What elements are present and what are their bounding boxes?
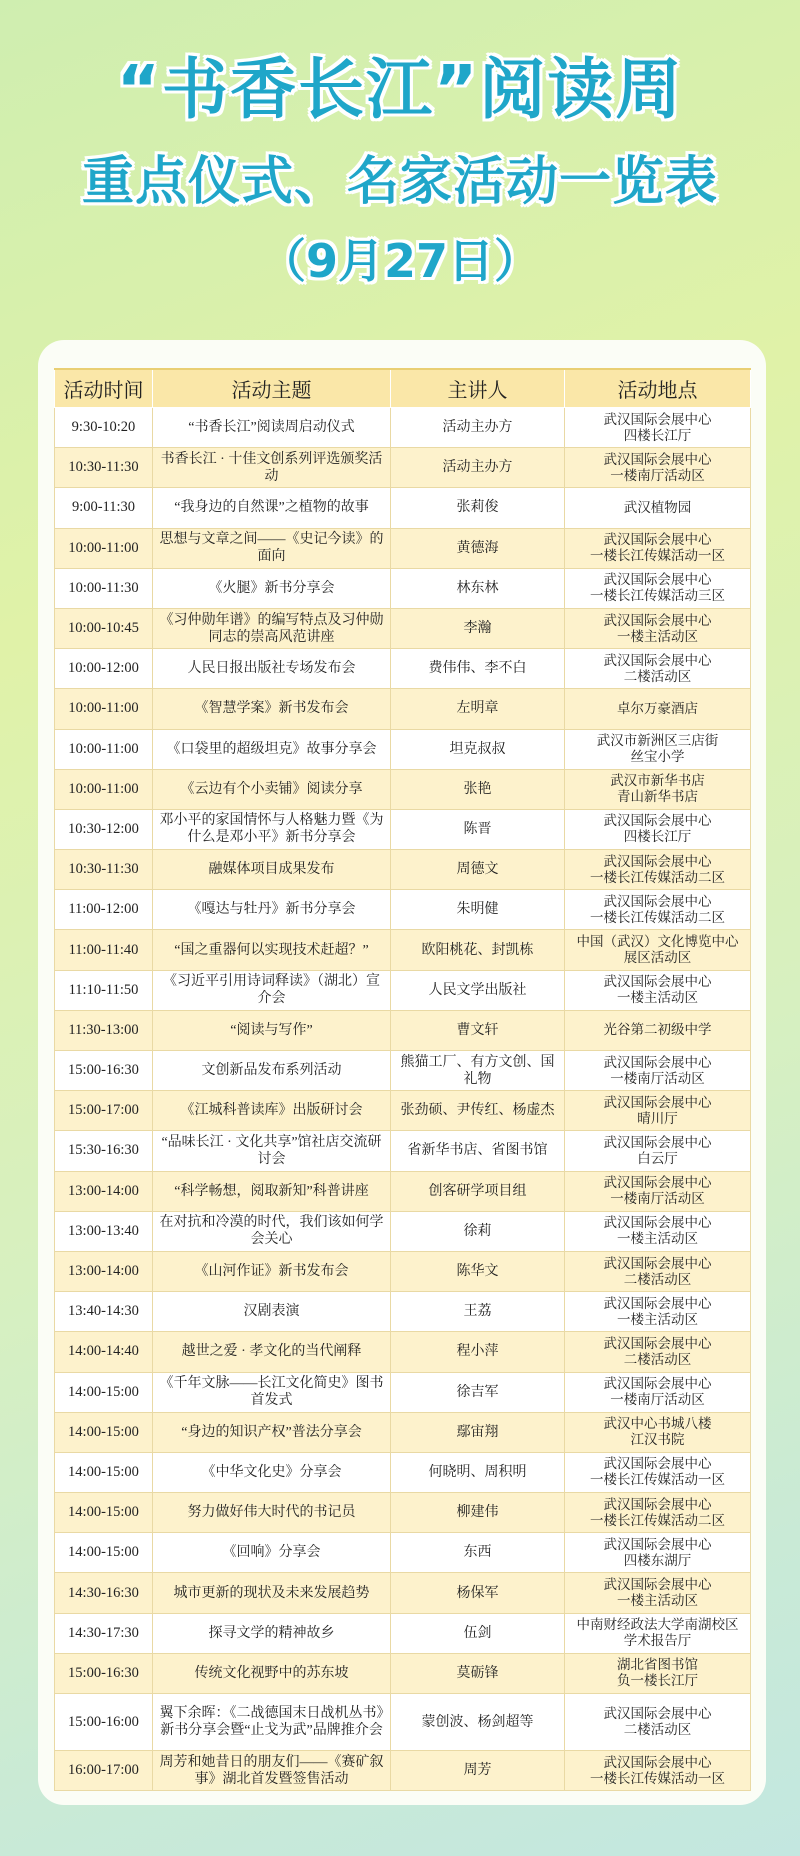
table-row bbox=[55, 488, 751, 528]
cell-topic: 《山河作证》新书发布会 bbox=[153, 1251, 391, 1291]
cell-speaker: 曹文轩 bbox=[391, 1010, 565, 1050]
cell-topic: 越世之爱 · 孝文化的当代阐释 bbox=[153, 1332, 391, 1372]
cell-time: 13:00-14:00 bbox=[55, 1171, 153, 1211]
cell-time: 15:00-16:30 bbox=[55, 1051, 153, 1091]
table-row bbox=[55, 1332, 751, 1372]
cell-time: 14:00-15:00 bbox=[55, 1452, 153, 1492]
cell-time: 14:00-15:00 bbox=[55, 1493, 153, 1533]
column-header-topic: 活动主题 bbox=[153, 369, 391, 408]
cell-place: 武汉国际会展中心 一楼长江传媒活动二区 bbox=[565, 890, 751, 930]
cell-topic: 《中华文化史》分享会 bbox=[153, 1452, 391, 1492]
cell-time: 9:30-10:20 bbox=[55, 408, 153, 448]
table-row bbox=[55, 608, 751, 648]
table-row bbox=[55, 1251, 751, 1291]
cell-place: 武汉国际会展中心 一楼主活动区 bbox=[565, 970, 751, 1010]
cell-speaker: 王荔 bbox=[391, 1292, 565, 1332]
column-header-speaker: 主讲人 bbox=[391, 369, 565, 408]
cell-time: 14:00-15:00 bbox=[55, 1412, 153, 1452]
cell-time: 10:00-11:00 bbox=[55, 729, 153, 769]
cell-speaker: 左明章 bbox=[391, 689, 565, 729]
table-row bbox=[55, 1131, 751, 1171]
cell-topic: 传统文化视野中的苏东坡 bbox=[153, 1653, 391, 1693]
cell-topic: 周芳和她昔日的朋友们——《赛矿叙事》湖北首发暨签售活动 bbox=[153, 1751, 391, 1791]
cell-place: 武汉国际会展中心 四楼东湖厅 bbox=[565, 1533, 751, 1573]
page-subtitle: 重点仪式、名家活动一览表 bbox=[81, 152, 718, 212]
table-body bbox=[55, 408, 751, 1791]
cell-topic: 《智慧学案》新书发布会 bbox=[153, 689, 391, 729]
cell-speaker: 创客研学项目组 bbox=[391, 1171, 565, 1211]
cell-topic: 文创新品发布系列活动 bbox=[153, 1051, 391, 1091]
cell-speaker: 张莉俊 bbox=[391, 488, 565, 528]
cell-topic: 人民日报出版社专场发布会 bbox=[153, 649, 391, 689]
cell-topic: 汉剧表演 bbox=[153, 1292, 391, 1332]
table-row bbox=[55, 930, 751, 970]
cell-topic: 《千年文脉——长江文化简史》图书首发式 bbox=[153, 1372, 391, 1412]
cell-time: 14:30-16:30 bbox=[55, 1573, 153, 1613]
table-row bbox=[55, 1051, 751, 1091]
cell-time: 14:00-15:00 bbox=[55, 1533, 153, 1573]
cell-speaker: 朱明健 bbox=[391, 890, 565, 930]
table-row bbox=[55, 1694, 751, 1751]
cell-speaker: 林东林 bbox=[391, 568, 565, 608]
cell-topic: 《习仲勋年谱》的编写特点及习仲勋同志的崇高风范讲座 bbox=[153, 608, 391, 648]
cell-speaker: 人民文学出版社 bbox=[391, 970, 565, 1010]
table-row bbox=[55, 1533, 751, 1573]
cell-place: 武汉中心书城八楼 江汉书院 bbox=[565, 1412, 751, 1452]
cell-topic: 探寻文学的精神故乡 bbox=[153, 1613, 391, 1653]
cell-topic: 《云边有个小卖铺》阅读分享 bbox=[153, 769, 391, 809]
cell-topic: 思想与文章之间——《史记今读》的面向 bbox=[153, 528, 391, 568]
cell-place: 武汉国际会展中心 二楼活动区 bbox=[565, 1694, 751, 1751]
cell-time: 11:10-11:50 bbox=[55, 970, 153, 1010]
cell-time: 13:00-14:00 bbox=[55, 1251, 153, 1291]
cell-place: 武汉国际会展中心 四楼长江厅 bbox=[565, 408, 751, 448]
date-label: （9月27日） bbox=[259, 234, 541, 288]
cell-time: 10:00-11:30 bbox=[55, 568, 153, 608]
cell-time: 11:00-11:40 bbox=[55, 930, 153, 970]
table-row bbox=[55, 568, 751, 608]
cell-place: 中国（武汉）文化博览中心 展区活动区 bbox=[565, 930, 751, 970]
cell-speaker: 程小萍 bbox=[391, 1332, 565, 1372]
cell-topic: 《嘎达与牡丹》新书分享会 bbox=[153, 890, 391, 930]
cell-time: 15:00-16:30 bbox=[55, 1653, 153, 1693]
cell-speaker: 黄德海 bbox=[391, 528, 565, 568]
cell-topic: 《火腿》新书分享会 bbox=[153, 568, 391, 608]
cell-place: 武汉国际会展中心 一楼南厅活动区 bbox=[565, 1051, 751, 1091]
cell-place: 武汉国际会展中心 一楼长江传媒活动三区 bbox=[565, 568, 751, 608]
cell-speaker: 陈华文 bbox=[391, 1251, 565, 1291]
cell-topic: 邓小平的家国情怀与人格魅力暨《为什么是邓小平》新书分享会 bbox=[153, 809, 391, 849]
column-header-place: 活动地点 bbox=[565, 369, 751, 408]
table-row bbox=[55, 1493, 751, 1533]
cell-topic: 《回响》分享会 bbox=[153, 1533, 391, 1573]
cell-time: 10:30-11:30 bbox=[55, 448, 153, 488]
cell-topic: 书香长江 · 十佳文创系列评选颁奖活动 bbox=[153, 448, 391, 488]
cell-speaker: 熊猫工厂、有方文创、国礼物 bbox=[391, 1051, 565, 1091]
table-row bbox=[55, 729, 751, 769]
cell-time: 14:00-14:40 bbox=[55, 1332, 153, 1372]
table-row bbox=[55, 1372, 751, 1412]
cell-topic: “我身边的自然课”之植物的故事 bbox=[153, 488, 391, 528]
table-row bbox=[55, 1452, 751, 1492]
cell-place: 武汉国际会展中心 二楼活动区 bbox=[565, 1332, 751, 1372]
cell-speaker: 张艳 bbox=[391, 769, 565, 809]
cell-place: 武汉国际会展中心 一楼南厅活动区 bbox=[565, 1171, 751, 1211]
cell-time: 9:00-11:30 bbox=[55, 488, 153, 528]
cell-place: 武汉国际会展中心 一楼长江传媒活动二区 bbox=[565, 850, 751, 890]
cell-time: 13:00-13:40 bbox=[55, 1211, 153, 1251]
table-row bbox=[55, 1653, 751, 1693]
cell-topic: 努力做好伟大时代的书记员 bbox=[153, 1493, 391, 1533]
cell-place: 武汉植物园 bbox=[565, 488, 751, 528]
table-row bbox=[55, 689, 751, 729]
cell-time: 15:00-17:00 bbox=[55, 1091, 153, 1131]
cell-place: 武汉国际会展中心 一楼南厅活动区 bbox=[565, 448, 751, 488]
cell-speaker: 省新华书店、省图书馆 bbox=[391, 1131, 565, 1171]
cell-speaker: 张劲硕、尹传红、杨虚杰 bbox=[391, 1091, 565, 1131]
schedule-card bbox=[38, 340, 766, 1805]
cell-time: 15:00-16:00 bbox=[55, 1694, 153, 1751]
cell-speaker: 李瀚 bbox=[391, 608, 565, 648]
cell-topic: “身边的知识产权”普法分享会 bbox=[153, 1412, 391, 1452]
cell-time: 14:30-17:30 bbox=[55, 1613, 153, 1653]
cell-speaker: 徐莉 bbox=[391, 1211, 565, 1251]
cell-place: 武汉国际会展中心 白云厅 bbox=[565, 1131, 751, 1171]
cell-topic: “书香长江”阅读周启动仪式 bbox=[153, 408, 391, 448]
cell-speaker: 坦克叔叔 bbox=[391, 729, 565, 769]
cell-speaker: 周德文 bbox=[391, 850, 565, 890]
cell-speaker: 费伟伟、李不白 bbox=[391, 649, 565, 689]
cell-speaker: 伍剑 bbox=[391, 1613, 565, 1653]
table-header-row bbox=[55, 369, 751, 408]
cell-place: 湖北省图书馆 负一楼长江厅 bbox=[565, 1653, 751, 1693]
cell-topic: “国之重器何以实现技术赶超？” bbox=[153, 930, 391, 970]
cell-speaker: 周芳 bbox=[391, 1751, 565, 1791]
cell-place: 武汉国际会展中心 一楼主活动区 bbox=[565, 1573, 751, 1613]
cell-time: 16:00-17:00 bbox=[55, 1751, 153, 1791]
cell-speaker: 欧阳桃花、封凯栋 bbox=[391, 930, 565, 970]
table-row bbox=[55, 890, 751, 930]
cell-speaker: 活动主办方 bbox=[391, 408, 565, 448]
cell-place: 武汉市新洲区三店街 丝宝小学 bbox=[565, 729, 751, 769]
table-row bbox=[55, 1412, 751, 1452]
table-row bbox=[55, 1010, 751, 1050]
table-row bbox=[55, 769, 751, 809]
cell-topic: 《口袋里的超级坦克》故事分享会 bbox=[153, 729, 391, 769]
schedule-table bbox=[54, 368, 751, 1791]
table-row bbox=[55, 1751, 751, 1791]
cell-place: 武汉国际会展中心 一楼长江传媒活动一区 bbox=[565, 1452, 751, 1492]
table-row bbox=[55, 1292, 751, 1332]
cell-place: 武汉国际会展中心 四楼长江厅 bbox=[565, 809, 751, 849]
cell-place: 武汉市新华书店 青山新华书店 bbox=[565, 769, 751, 809]
cell-speaker: 何晓明、周积明 bbox=[391, 1452, 565, 1492]
cell-place: 武汉国际会展中心 一楼长江传媒活动二区 bbox=[565, 1493, 751, 1533]
cell-time: 10:30-12:00 bbox=[55, 809, 153, 849]
table-row bbox=[55, 408, 751, 448]
cell-topic: “科学畅想，阅取新知”科普讲座 bbox=[153, 1171, 391, 1211]
cell-topic: “阅读与写作” bbox=[153, 1010, 391, 1050]
page-title: “书香长江”阅读周 bbox=[116, 51, 684, 128]
cell-topic: 在对抗和冷漠的时代，我们该如何学会关心 bbox=[153, 1211, 391, 1251]
cell-time: 14:00-15:00 bbox=[55, 1372, 153, 1412]
cell-time: 10:30-11:30 bbox=[55, 850, 153, 890]
table-row bbox=[55, 1091, 751, 1131]
cell-place: 武汉国际会展中心 一楼长江传媒活动一区 bbox=[565, 528, 751, 568]
cell-time: 13:40-14:30 bbox=[55, 1292, 153, 1332]
cell-place: 武汉国际会展中心 一楼主活动区 bbox=[565, 608, 751, 648]
cell-speaker: 陈晋 bbox=[391, 809, 565, 849]
cell-time: 10:00-10:45 bbox=[55, 608, 153, 648]
cell-time: 10:00-11:00 bbox=[55, 769, 153, 809]
cell-time: 10:00-11:00 bbox=[55, 528, 153, 568]
cell-time: 11:00-12:00 bbox=[55, 890, 153, 930]
cell-place: 光谷第二初级中学 bbox=[565, 1010, 751, 1050]
cell-time: 10:00-11:00 bbox=[55, 689, 153, 729]
cell-topic: 城市更新的现状及未来发展趋势 bbox=[153, 1573, 391, 1613]
cell-topic: 《江城科普读库》出版研讨会 bbox=[153, 1091, 391, 1131]
cell-place: 武汉国际会展中心 一楼长江传媒活动一区 bbox=[565, 1751, 751, 1791]
cell-place: 武汉国际会展中心 二楼活动区 bbox=[565, 649, 751, 689]
cell-speaker: 鄢宙翔 bbox=[391, 1412, 565, 1452]
cell-time: 15:30-16:30 bbox=[55, 1131, 153, 1171]
cell-speaker: 东西 bbox=[391, 1533, 565, 1573]
cell-place: 武汉国际会展中心 二楼活动区 bbox=[565, 1251, 751, 1291]
table-row bbox=[55, 1613, 751, 1653]
table-row bbox=[55, 528, 751, 568]
cell-topic: 融媒体项目成果发布 bbox=[153, 850, 391, 890]
cell-speaker: 蒙创波、杨剑超等 bbox=[391, 1694, 565, 1751]
table-row bbox=[55, 1171, 751, 1211]
cell-topic: 翼下余晖：《二战德国末日战机丛书》新书分享会暨“止戈为武”品牌推介会 bbox=[153, 1694, 391, 1751]
cell-place: 武汉国际会展中心 一楼主活动区 bbox=[565, 1292, 751, 1332]
cell-time: 11:30-13:00 bbox=[55, 1010, 153, 1050]
cell-speaker: 莫砺锋 bbox=[391, 1653, 565, 1693]
table-row bbox=[55, 809, 751, 849]
table-row bbox=[55, 1573, 751, 1613]
column-header-time: 活动时间 bbox=[55, 369, 153, 408]
cell-topic: 《习近平引用诗词释读》（湖北）宣介会 bbox=[153, 970, 391, 1010]
table-row bbox=[55, 1211, 751, 1251]
cell-place: 卓尔万豪酒店 bbox=[565, 689, 751, 729]
cell-topic: “品味长江 · 文化共享”馆社店交流研讨会 bbox=[153, 1131, 391, 1171]
cell-place: 中南财经政法大学南湖校区 学术报告厅 bbox=[565, 1613, 751, 1653]
cell-time: 10:00-12:00 bbox=[55, 649, 153, 689]
table-row bbox=[55, 970, 751, 1010]
cell-place: 武汉国际会展中心 一楼主活动区 bbox=[565, 1211, 751, 1251]
cell-speaker: 活动主办方 bbox=[391, 448, 565, 488]
cell-place: 武汉国际会展中心 一楼南厅活动区 bbox=[565, 1372, 751, 1412]
table-row bbox=[55, 448, 751, 488]
table-row bbox=[55, 649, 751, 689]
cell-speaker: 徐吉军 bbox=[391, 1372, 565, 1412]
cell-speaker: 柳建伟 bbox=[391, 1493, 565, 1533]
table-row bbox=[55, 850, 751, 890]
cell-place: 武汉国际会展中心 晴川厅 bbox=[565, 1091, 751, 1131]
cell-speaker: 杨保军 bbox=[391, 1573, 565, 1613]
